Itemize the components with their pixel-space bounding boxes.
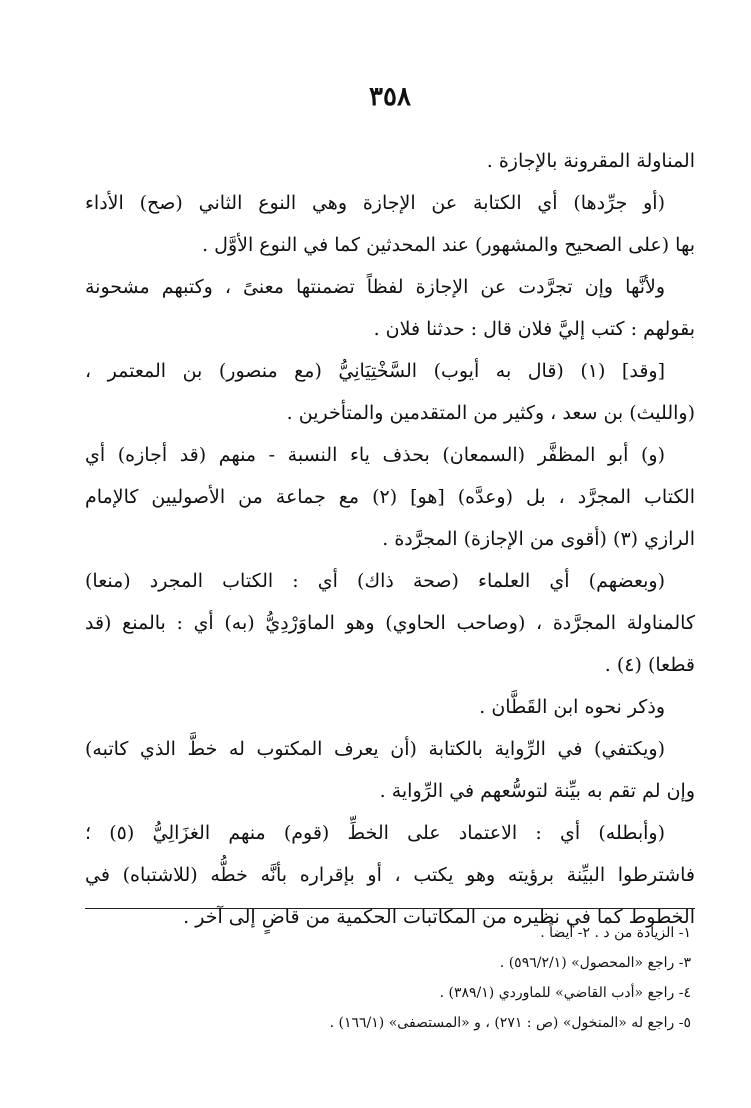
text-line: [وقد] (١) (قال به أيوب) السَّخْتِيَانِيُّ (مع منصور) بن المعتمر ، xyxy=(85,360,665,382)
text-line: وذكر نحوه ابن القَطَّان . xyxy=(479,696,665,718)
text-line: وإن لم تقم به بيِّنة لتوسُّعهم في الرِّواية . xyxy=(379,780,695,802)
footnote: ٥- راجع له «المنخول» (ص : ٢٧١) ، و «المستصفى» (١٦٦/١) . xyxy=(329,1015,691,1031)
text-line: الخطوط كما في نظيره من المكاتبات الحكمية من قاضٍ إلى آخر . xyxy=(183,906,695,928)
text-line: (أو جرِّدها) أي الكتابة عن الإجازة وهي النوع الثاني (صح) الأداء xyxy=(85,192,665,214)
book-page xyxy=(85,0,695,1108)
footnote: ٤- راجع «أدب القاضي» للماوردي (٣٨٩/١) . xyxy=(439,985,691,1001)
text-line: (ويكتفي) في الرِّواية بالكتابة (أن يعرف المكتوب له خطَّ الذي كاتبه) xyxy=(85,738,665,760)
footnote-divider xyxy=(85,908,695,909)
text-line: (وأبطله) أي : الاعتماد على الخطِّ (قوم) منهم الغزَالِيُّ (٥) ؛ xyxy=(85,822,666,844)
footnote: ٣- راجع «المحصول» (٥٩٦/٢/١) . xyxy=(499,955,691,971)
main-text xyxy=(85,140,695,938)
text-line: (والليث) بن سعد ، وكثير من المتقدمين والمتأخرين . xyxy=(286,402,695,424)
text-line: بقولهم : كتب إليَّ فلان قال : حدثنا فلان . xyxy=(373,318,695,340)
text-line: الكتاب المجرَّد ، بل (وعدَّه) [هو] (٢) مع جماعة من الأصوليين كالإمام xyxy=(85,486,695,508)
text-line: (و) أبو المظفَّر (السمعان) بحذف ياء النسبة - منهم (قد أجازه) أي xyxy=(85,444,665,466)
text-line: قطعا) (٤) . xyxy=(604,654,695,676)
text-line: كالمناولة المجرَّدة ، (وصاحب الحاوي) وهو الماوَرْدِيُّ (به) أي : بالمنع (قد xyxy=(85,612,695,634)
text-line: فاشترطوا البيِّنة برؤيته وهو يكتب ، أو بإقراره بأنَّه خطُّه (للاشتباه) في xyxy=(85,864,695,886)
text-line: ولأنَّها وإن تجرَّدت عن الإجازة لفظاً تضمنتها معنىً ، وكتبهم مشحونة xyxy=(85,276,665,298)
text-line: الرازي (٣) (أقوى من الإجازة) المجرَّدة . xyxy=(382,528,695,550)
text-line: (وبعضهم) أي العلماء (صحة ذاك) أي : الكتاب المجرد (منعا) xyxy=(85,570,665,592)
text-line: بها (على الصحيح والمشهور) عند المحدثين كما في النوع الأوَّل . xyxy=(202,234,695,256)
footnote: ١- الزيادة من د . ٢- أيضاً . xyxy=(540,925,691,941)
page-number: ٣٥٨ xyxy=(369,82,411,112)
text-line: المناولة المقرونة بالإجازة . xyxy=(486,150,695,172)
footnotes xyxy=(85,918,695,1038)
